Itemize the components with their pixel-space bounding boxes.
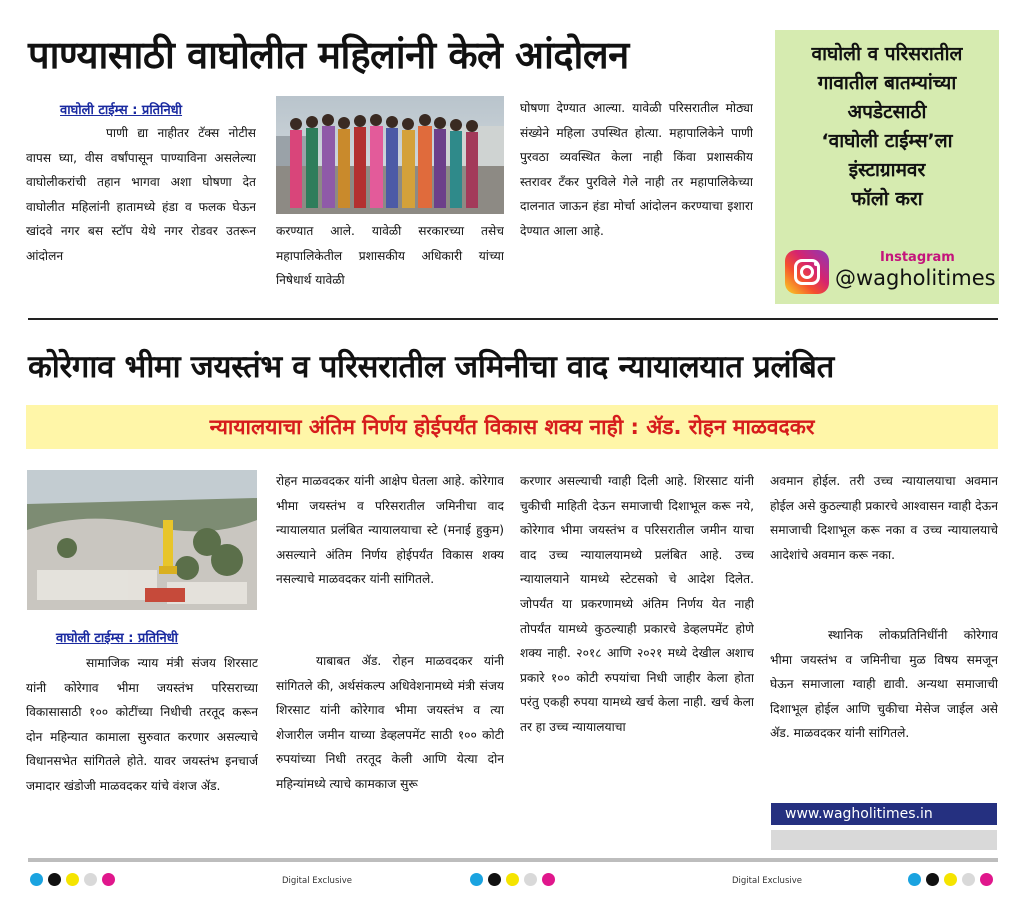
swatch-cyan — [30, 873, 43, 886]
promo-line: गावातील बातम्यांच्या — [817, 72, 957, 94]
instagram-handle[interactable]: @wagholitimes — [835, 266, 996, 290]
story2-column-2a: रोहन माळवदकर यांनी आक्षेप घेतला आहे. कोरेगाव भीमा जयस्तंभ व परिसरातील जमिनीचा वाद न्यायालयात प्रलंबित न्यायालयाचा स्टे (मनाई हुकुम) असल्याने अंतिम निर्णय होईपर्यंत विकास शक्य नसल्याचे माळवदकर यांनी सांगितले. — [276, 474, 504, 587]
swatch-grey — [962, 873, 975, 886]
story2-column-4b: स्थानिक लोकप्रतिनिधींनी कोरेगाव भीमा जयस्तंभ व जमिनीचा मुळ विषय समजून घेऊन समाजाला ग्वाही द्यावी. अन्यथा समाजाची दिशाभूल होईल आणि चुकीचा मेसेज जाईल असे ॲड. माळवदकर यांनी सांगितले. — [770, 628, 998, 741]
story1-column-1: पाणी द्या नाहीतर टॅक्स नोटीस वापस घ्या, वीस वर्षांपासून पाण्याविना असलेल्या वाघोलीकरांची तहान भागवा अशा घोषणा देत वाघोलीत महिलांनी हातामध्ये हंडा व फलक घेऊन खांदवे नगर बस स्टॉप येथे नगर रोडवर उतरून आंदोलन — [26, 126, 256, 263]
swatch-grey — [524, 873, 537, 886]
story1-column-2: करण्यात आले. यावेळी सरकारच्या तसेच महापालिकेतील प्रशासकीय अधिकारी यांच्या निषेधार्थ यावेळी — [276, 224, 504, 288]
color-swatches-right — [908, 873, 993, 887]
story2-byline: वाघोली टाईम्स : प्रतिनिधी — [56, 631, 179, 646]
swatch-yellow — [944, 873, 957, 886]
swatch-magenta — [542, 873, 555, 886]
instagram-icon — [785, 250, 829, 294]
promo-line: वाघोली व परिसरातील — [811, 43, 963, 65]
promo-text — [775, 40, 999, 214]
digital-exclusive-tag: Digital Exclusive — [732, 876, 802, 886]
swatch-magenta — [980, 873, 993, 886]
grey-strip — [771, 830, 997, 850]
promo-line: अपडेटसाठी — [847, 101, 927, 123]
story2-column-1: सामाजिक न्याय मंत्री संजय शिरसाट यांनी कोरेगाव भीमा जयस्तंभ परिसराच्या विकासासाठी १०० कोटींच्या निधीची तरतूद करून दोन महिन्यात कामाला सुरुवात करणार असल्याचे विधानसभेत सांगितले होते. यावर जयस्तंभ इनचार्ज जमादार खंडोजी माळवदकर यांचे वंशज ॲड. — [26, 656, 258, 793]
swatch-cyan — [470, 873, 483, 886]
story2-subheadline: न्यायालयाचा अंतिम निर्णय होईपर्यंत विकास शक्य नाही : ॲड. रोहन माळवदकर — [209, 415, 815, 439]
swatch-black — [488, 873, 501, 886]
story1-byline: वाघोली टाईम्स : प्रतिनिधी — [60, 103, 183, 118]
swatch-black — [48, 873, 61, 886]
promo-line: फॉलो करा — [851, 188, 923, 210]
swatch-cyan — [908, 873, 921, 886]
instagram-label: Instagram — [880, 250, 955, 265]
story2-column-3: करणार असल्याची ग्वाही दिली आहे. शिरसाट यांनी चुकीची माहिती देऊन समाजाची दिशाभूल करू नये, कोरेगाव भीमा जयस्तंभ व परिसरातील जमीन याचा वाद उच्च न्यायालयामध्ये प्रलंबित आहे. उच्च न्यायालयाने यामध्ये स्टेटसको चे आदेश दिलेत. जोपर्यंत या प्रकरणामध्ये अंतिम निर्णय येत नाही तोपर्यंत यामध्ये कुठल्याही प्रकारचे डेव्हलपमेंट होणे शक्य नाही. २०१८ आणि २०२१ मध्ये देखील अशाच प्रकारे १०० कोटी रुपयांचा निधी जाहीर केला होता परंतु एकही रुपया यामध्ये खर्च केला नाही. खर्च केला तर हा उच्च न्यायालयाचा — [520, 474, 754, 734]
color-swatches-left — [30, 873, 115, 887]
swatch-grey — [84, 873, 97, 886]
jaystambh-aerial-photo — [27, 470, 257, 610]
digital-exclusive-tag: Digital Exclusive — [282, 876, 352, 886]
promo-line: इंस्टाग्रामवर — [848, 159, 926, 181]
story1-column-3: घोषणा देण्यात आल्या. यावेळी परिसरातील मोठ्या संख्येने महिला उपस्थित होत्या. महापालिकेने पाणी पुरवठा व्यवस्थित केला नाही किंवा प्रशासकीय स्तरावर टँकर पुरविले गेले नाही तर महापालिकेच्या दालनात जाऊन हंडा मोर्चा आंदोलन करण्याचा इशारा देण्यात आला आहे. — [520, 101, 753, 238]
story2-subheadline-band — [26, 405, 998, 449]
story2-column-2b: याबाबत ॲड. रोहन माळवदकर यांनी सांगितले की, अर्थसंकल्प अधिवेशनामध्ये मंत्री संजय शिरसाट यांनी कोरेगाव भीमा जयस्तंभ व त्या शेजारील जमीन याच्या डेव्हलपमेंट साठी १०० कोटी रुपयांच्या निधी तरतूद केली आणि येत्या दोन महिन्यांमध्ये त्याचे कामकाज सुरू — [276, 654, 504, 791]
swatch-black — [926, 873, 939, 886]
protest-photo — [276, 96, 504, 214]
story2-headline: कोरेगाव भीमा जयस्तंभ व परिसरातील जमिनीचा वाद न्यायालयात प्रलंबित — [28, 349, 834, 385]
color-swatches-center — [470, 873, 555, 887]
story1-headline: पाण्यासाठी वाघोलीत महिलांनी केले आंदोलन — [28, 33, 629, 77]
swatch-magenta — [102, 873, 115, 886]
footer-bar — [28, 858, 998, 862]
promo-line: ‘वाघोली टाईम्स’ला — [821, 130, 953, 152]
swatch-yellow — [66, 873, 79, 886]
story2-column-4a: अवमान होईल. तरी उच्च न्यायालयाचा अवमान होईल असे कुठल्याही प्रकारचे आश्वासन ग्वाही देऊन समाजाची दिशाभूल करू नका व उच्च न्यायालयाचे आदेशांचे अवमान करू नका. — [770, 474, 998, 562]
section-divider — [28, 318, 998, 320]
website-link[interactable]: www.wagholitimes.in — [771, 803, 997, 825]
instagram-promo-box — [775, 30, 999, 304]
swatch-yellow — [506, 873, 519, 886]
